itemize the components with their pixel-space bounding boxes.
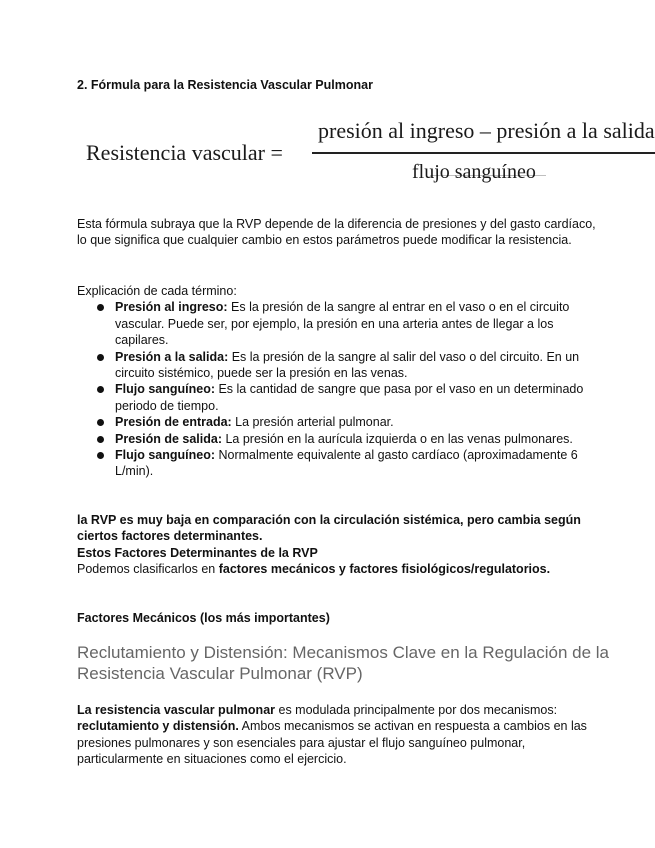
term-description: La presión en la aurícula izquierda o en las venas pulmonares.: [221, 431, 573, 446]
final-bold-2: reclutamiento y distensión.: [77, 719, 239, 734]
term-label: Presión de salida:: [115, 431, 222, 446]
formula-fraction-bar: [312, 152, 655, 154]
list-item: [115, 447, 597, 480]
intro-paragraph: Esta fórmula subraya que la RVP depende de la diferencia de presiones y del gasto cardíaco, lo que significa que cualquier cambio en estos parámetros puede modificar la resistencia.: [77, 217, 596, 248]
section-title: 2. Fórmula para la Resistencia Vascular Pulmonar: [77, 78, 373, 92]
rvp-statement: la RVP es muy baja en comparación con la circulación sistémica, pero cambia según ciertos factores determinantes.: [77, 513, 581, 544]
term-label: Presión al ingreso:: [115, 300, 228, 315]
list-item: [115, 431, 597, 447]
classification-line: [77, 561, 597, 577]
list-item: [115, 414, 597, 430]
factors-section: [77, 512, 597, 578]
final-bold-1: La resistencia vascular pulmonar: [77, 703, 276, 717]
final-text-2: Ambos mecanismos se activan en respuesta a cambios en las presiones pulmonares y son esenciales para ajustar el flujo sanguíneo pulmonar, particularmente en situaciones como el ejercicio.: [77, 719, 587, 767]
formula-image: [86, 114, 655, 194]
terms-list: [77, 299, 597, 479]
list-item: [115, 349, 597, 382]
term-label: Flujo sanguíneo:: [115, 448, 215, 463]
classification-bold: factores mecánicos y factores fisiológicos/regulatorios.: [218, 562, 551, 577]
list-item: [115, 381, 597, 414]
list-item: [115, 299, 597, 348]
term-label: Presión a la salida:: [115, 349, 229, 364]
explanation-intro: Explicación de cada término:: [77, 284, 237, 298]
final-paragraph: [77, 702, 587, 768]
final-text-1: es modulada principalmente por dos mecanismos:: [275, 703, 558, 717]
term-description: Es la presión de la sangre al entrar en el vaso o en el circuito vascular. Puede ser, por ejemplo, la presión en una arteria antes de llegar a los capilares.: [115, 300, 570, 348]
term-description: Es la presión de la sangre al salir del vaso o del circuito. En un circuito sistémico, puede ser la presión en las venas.: [115, 349, 580, 381]
term-label: Presión de entrada:: [115, 415, 232, 430]
formula-denominator: flujo sanguíneo: [412, 161, 536, 183]
factors-heading: Estos Factores Determinantes de la RVP: [77, 545, 318, 560]
term-label: Flujo sanguíneo:: [115, 382, 215, 397]
classification-prefix: Podemos clasificarlos en: [77, 562, 219, 577]
mechanical-heading: Factores Mecánicos (los más importantes): [77, 611, 330, 625]
formula-numerator: presión al ingreso – presión a la salida: [318, 118, 655, 143]
formula-lhs: Resistencia vascular =: [86, 140, 283, 165]
term-description: Es la cantidad de sangre que pasa por el vaso en un determinado periodo de tiempo.: [115, 382, 584, 413]
subheading: Reclutamiento y Distensión: Mecanismos Clave en la Regulación de la Resistencia Vascular Pulmonar (RVP): [77, 643, 609, 683]
term-description: La presión arterial pulmonar.: [231, 415, 394, 430]
term-description: Normalmente equivalente al gasto cardíaco (aproximadamente 6 L/min).: [115, 448, 578, 479]
terms-section: [77, 283, 597, 480]
